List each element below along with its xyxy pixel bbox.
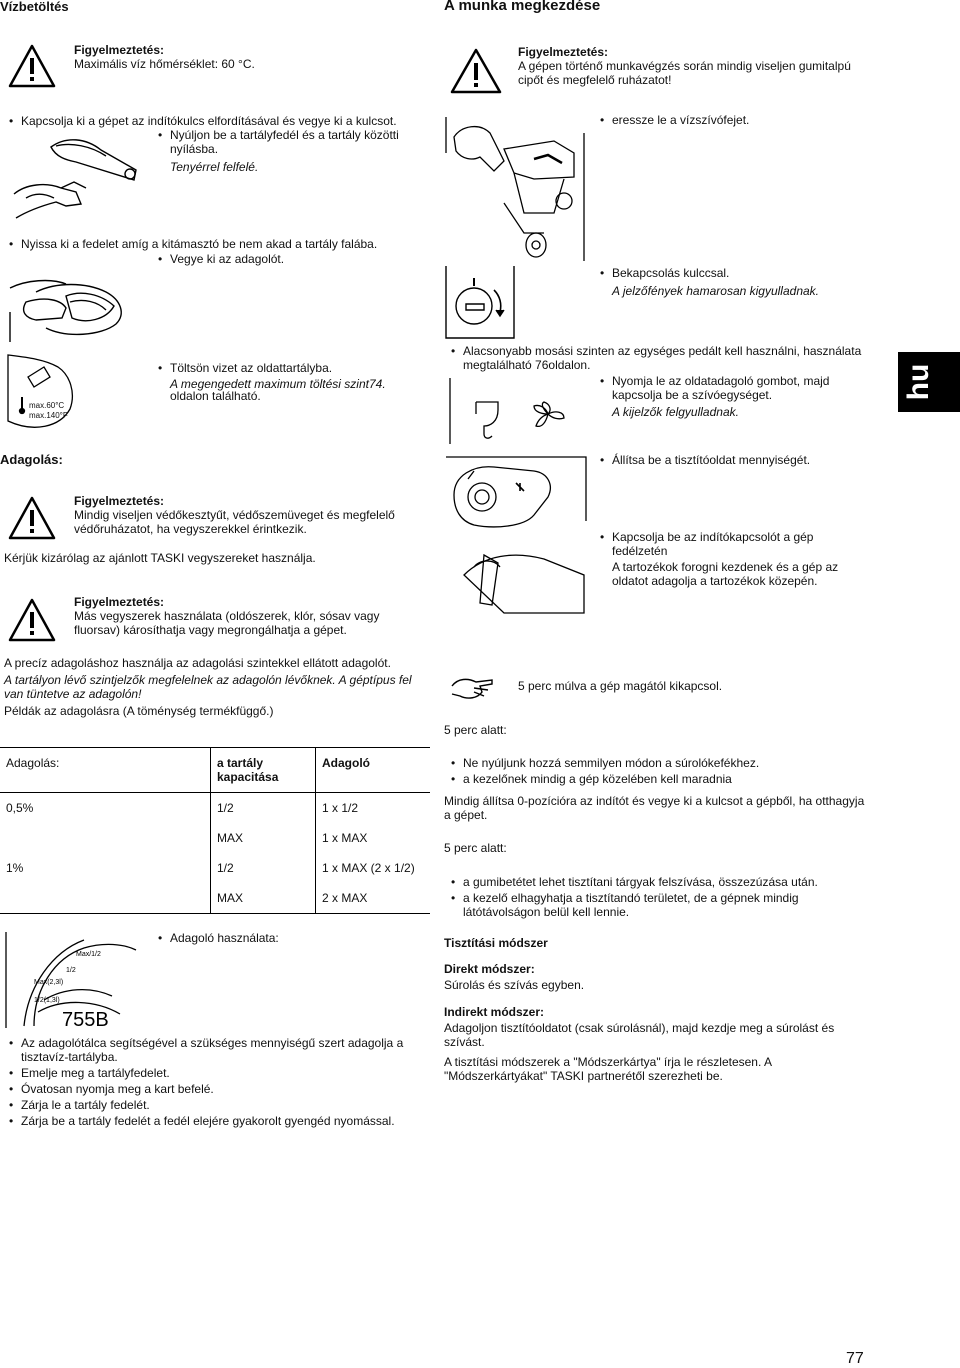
examples-text: Példák az adagolásra (A töménység termékfüggő.) bbox=[4, 704, 274, 718]
warning-footwear bbox=[518, 45, 868, 87]
note-displays-on: A kijelzők felgyulladnak. bbox=[612, 405, 739, 419]
table-row bbox=[0, 883, 430, 914]
table-cell: 2 x MAX bbox=[316, 883, 431, 914]
step-lower-squeegee: • eressze le a vízszívófejet. bbox=[597, 113, 877, 127]
list-item: • a kezelőnek mindig a gép közelében kell maradnia bbox=[448, 772, 868, 786]
list-item: • Zárja be a tartály fedelét a fedél elejére gyakorolt gyengéd nyomással. bbox=[6, 1114, 426, 1128]
step-reach-in: • Nyúljon be a tartályfedél és a tartály közötti nyílásba. bbox=[155, 128, 425, 156]
warning-icon bbox=[8, 44, 56, 88]
lid-opening-illustration bbox=[6, 132, 146, 222]
table-header-cell: Adagolás: bbox=[0, 748, 211, 793]
table-row bbox=[0, 823, 430, 853]
temp-label-c: max.60°C bbox=[29, 401, 65, 410]
auto-off-text: 5 perc múlva a gép magától kikapcsol. bbox=[518, 679, 723, 693]
bullets-safety bbox=[448, 756, 868, 788]
list-item: • a kezelő elhagyhatja a tisztítandó területet, de a gépnek mindig látótávolságon belül kell lennie. bbox=[448, 891, 848, 919]
note-accessories-rotate: A tartozékok forogni kezdenek és a gép az oldatot adagolja a tartozékok közepén. bbox=[612, 560, 839, 588]
step-list-r5 bbox=[597, 453, 877, 469]
language-tab bbox=[898, 352, 960, 412]
warning-icon bbox=[8, 598, 56, 642]
direct-method-heading: Direkt módszer: bbox=[444, 962, 535, 976]
step-fill-water: • Töltsön vizet az oldattartályba. bbox=[155, 361, 425, 375]
remove-dispenser-illustration bbox=[6, 262, 146, 344]
list-item: • Zárja le a tartály fedelét. bbox=[6, 1098, 426, 1112]
table-cell: 1 x 1/2 bbox=[322, 801, 359, 815]
section-heading-start-work: A munka megkezdése bbox=[444, 0, 601, 14]
dispenser-mark: Max/1/2 bbox=[76, 951, 101, 958]
warning-protective-gear bbox=[74, 494, 414, 536]
lower-squeegee-illustration bbox=[444, 113, 586, 263]
warning-title: Figyelmeztetés: bbox=[74, 595, 165, 609]
warning-text: A gépen történő munkavégzés során mindig viseljen gumitalpú cipőt és megfelelő ruházatot! bbox=[518, 59, 851, 87]
table-cell: 1 x MAX bbox=[322, 831, 368, 845]
step-list-3 bbox=[6, 237, 426, 253]
recommend-text: Kérjük kizárólag az ajánlott TASKI vegyszereket használja. bbox=[4, 551, 316, 565]
precise-dosing-text: A precíz adagoláshoz használja az adagolási szintekkel ellátott adagolót. bbox=[4, 656, 391, 670]
table-cell: 1/2 bbox=[211, 853, 316, 883]
warning-title: Figyelmeztetés: bbox=[74, 43, 165, 57]
after-5min-label-2: 5 perc alatt: bbox=[444, 841, 507, 855]
table-header-cell: a tartály kapacitása bbox=[211, 748, 316, 793]
table-header-cell: Adagoló bbox=[316, 748, 431, 793]
step-pedal: • Alacsonyabb mosási szinten az egységes pedált kell használni, használata megtalálható 76oldalon. bbox=[448, 344, 878, 372]
step-list-r2 bbox=[597, 266, 877, 282]
step-list-2 bbox=[155, 128, 425, 158]
final-steps-list bbox=[6, 1036, 426, 1130]
step-list-4 bbox=[155, 252, 425, 268]
warning-other-chemicals bbox=[74, 595, 404, 637]
dispenser-mark: 1/2(1,3l) bbox=[34, 997, 60, 1004]
table-row bbox=[0, 853, 430, 883]
table-cell: 1% bbox=[0, 853, 211, 883]
table-row bbox=[0, 793, 430, 824]
dosing-table bbox=[0, 747, 430, 914]
list-item: • Ne nyúljunk hozzá semmilyen módon a súrolókefékhez. bbox=[448, 756, 868, 770]
note-page-ref: oldalon található. bbox=[170, 389, 261, 403]
table-cell: MAX bbox=[211, 883, 316, 914]
warning-icon bbox=[8, 496, 56, 540]
levels-note: A tartályon lévő szintjelzők megfelelnek az adagolón lévőknek. A géptípus fel van tüntetve az adagolón! bbox=[4, 673, 412, 701]
dosing-heading: Adagolás: bbox=[0, 452, 63, 467]
table-cell bbox=[0, 823, 211, 853]
temp-label-f: max.140°F bbox=[29, 411, 68, 420]
indirect-method-text: Adagoljon tisztítóoldatot (csak súrolásnál), majd kezdje meg a súrolást és szívást. bbox=[444, 1021, 835, 1049]
table-cell: 0,5% bbox=[0, 793, 211, 824]
list-item: • Emelje meg a tartályfedelet. bbox=[6, 1066, 426, 1080]
table-cell: 1 x MAX (2 x 1/2) bbox=[322, 861, 415, 875]
language-tab-label: hu bbox=[902, 363, 935, 401]
bullets-after-5min bbox=[448, 875, 848, 921]
solution-dial-illustration bbox=[444, 455, 588, 615]
step-set-solution: • Állítsa be a tisztítóoldat mennyiségét. bbox=[597, 453, 877, 467]
warning-title: Figyelmeztetés: bbox=[74, 494, 165, 508]
warning-text: Maximális víz hőmérséklet: 60 °C. bbox=[74, 57, 255, 71]
warning-max-temp bbox=[74, 43, 374, 71]
list-item: • Óvatosan nyomja meg a kart befelé. bbox=[6, 1082, 426, 1096]
dispenser-use-label: • Adagoló használata: bbox=[155, 931, 425, 945]
indirect-method-heading: Indirekt módszer: bbox=[444, 1005, 545, 1019]
step-list-r3 bbox=[448, 344, 878, 374]
list-item: • Az adagolótálca segítségével a szükséges mennyiségű szert adagolja a tisztavíz-tartályba. bbox=[6, 1036, 426, 1064]
dispenser-mark: Max(2,3l) bbox=[34, 979, 64, 986]
step-list-5 bbox=[155, 361, 425, 377]
step-list-r4 bbox=[597, 374, 877, 404]
dispenser-use-list bbox=[155, 931, 425, 947]
dispenser-mark: 1/2 bbox=[66, 967, 76, 974]
table-cell: MAX bbox=[211, 823, 316, 853]
control-buttons-illustration bbox=[448, 374, 590, 446]
note-palm-up: Tenyérrel felfelé. bbox=[170, 160, 259, 174]
warning-text: Más vegyszerek használata (oldószerek, klór, sósav vagy fluorsav) károsíthatja vagy megrongálhatja a gépet. bbox=[74, 609, 380, 637]
table-cell: 1/2 bbox=[211, 793, 316, 824]
dispenser-mark: 755B bbox=[62, 1009, 109, 1030]
direct-method-text: Súrolás és szívás egyben. bbox=[444, 978, 585, 992]
step-list-r1 bbox=[597, 113, 877, 129]
hand-off-icon bbox=[448, 672, 498, 708]
dispenser-illustration bbox=[4, 930, 140, 1030]
warning-title: Figyelmeztetés: bbox=[518, 45, 609, 59]
step-start-switch: • Kapcsolja be az indítókapcsolót a gép fedélzetén bbox=[597, 530, 857, 558]
note-indicators: A jelzőfények hamarosan kigyulladnak. bbox=[612, 284, 820, 298]
section-heading-water-fill: Vízbetöltés bbox=[0, 0, 69, 14]
after-5min-label-1: 5 perc alatt: bbox=[444, 723, 507, 737]
warning-text: Mindig viseljen védőkesztyűt, védőszemüveget és megfelelő védőruházatot, ha vegyszerekkel érintkezik. bbox=[74, 508, 395, 536]
cleaning-methods-heading: Tisztítási módszer bbox=[444, 936, 548, 950]
warning-icon bbox=[450, 48, 502, 94]
table-cell bbox=[0, 883, 211, 914]
step-list-r6 bbox=[597, 530, 857, 560]
note-max-fill: A megengedett maximum töltési szint74. bbox=[170, 377, 386, 391]
list-item: • a gumibetétet lehet tisztítani tárgyak felszívása, összezúzása után. bbox=[448, 875, 848, 889]
page-number: 77 bbox=[846, 1350, 864, 1367]
step-key-on: • Bekapcsolás kulccsal. bbox=[597, 266, 877, 280]
always-zero-text: Mindig állítsa 0-pozícióra az indítót és vegye ki a kulcsot a gépből, ha otthagyja a gépet. bbox=[444, 794, 865, 822]
step-turn-off: • Kapcsolja ki a gépet az indítókulcs elfordításával és vegye ki a kulcsot. bbox=[6, 114, 426, 128]
method-card-text: A tisztítási módszerek a "Módszerkártya" írja le részletesen. A "Módszerkártyákat" TASKI partnerétől szerezheti be. bbox=[444, 1055, 772, 1083]
step-open-lid: • Nyissa ki a fedelet amíg a kitámasztó be nem akad a tartály falába. bbox=[6, 237, 426, 251]
step-solution-button: • Nyomja le az oldatadagoló gombot, majd kapcsolja be a szívóegységet. bbox=[597, 374, 877, 402]
key-switch-illustration bbox=[444, 264, 516, 340]
step-remove-dispenser: • Vegye ki az adagolót. bbox=[155, 252, 425, 266]
table-header-row bbox=[0, 748, 430, 793]
